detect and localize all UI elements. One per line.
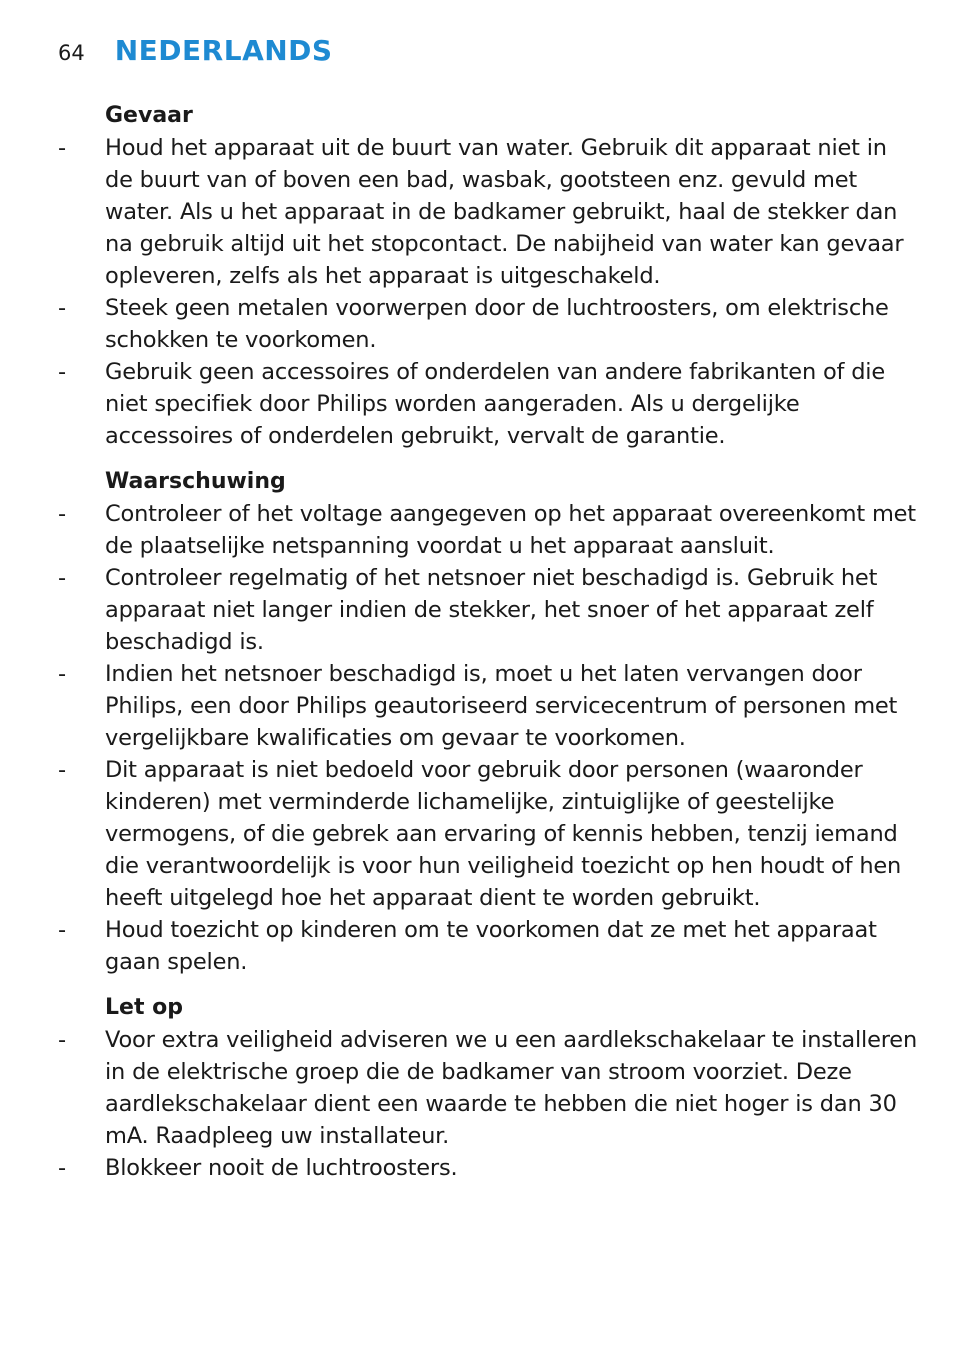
section-heading: Gevaar xyxy=(105,103,193,128)
warning-list xyxy=(58,132,918,452)
list-item xyxy=(58,356,918,452)
item-text: Houd toezicht op kinderen om te voorkomen dat ze met het apparaat gaan spelen. xyxy=(105,917,877,975)
warning-list xyxy=(58,1024,918,1184)
dash-bullet: - xyxy=(58,661,66,687)
dash-bullet: - xyxy=(58,295,66,321)
item-text: Blokkeer nooit de luchtroosters. xyxy=(105,1155,458,1181)
item-text: Voor extra veiligheid adviseren we u een aardlekschakelaar te installeren in de elektrische groep die de badkamer van stroom voorziet. Deze aardlekschakelaar dient een waarde te hebben die niet hoger is dan 30 mA. Raadpleeg uw installateur. xyxy=(105,1027,918,1149)
item-text: Steek geen metalen voorwerpen door de luchtroosters, om elektrische schokken te voorkomen. xyxy=(105,295,889,353)
list-item xyxy=(58,292,918,356)
warning-list xyxy=(58,498,918,978)
item-text: Gebruik geen accessoires of onderdelen van andere fabrikanten of die niet specifiek door Philips worden aangeraden. Als u dergelijke accessoires of onderdelen gebruikt, vervalt de garantie. xyxy=(105,359,885,449)
language-title: NEDERLANDS xyxy=(114,34,333,67)
page-header xyxy=(58,34,333,67)
section-waarschuwing xyxy=(58,466,918,978)
dash-bullet: - xyxy=(58,757,66,783)
dash-bullet: - xyxy=(58,565,66,591)
list-item xyxy=(58,658,918,754)
list-item xyxy=(58,914,918,978)
list-item xyxy=(58,498,918,562)
item-text: Houd het apparaat uit de buurt van water. Gebruik dit apparaat niet in de buurt van of boven een bad, wasbak, gootsteen enz. gevuld met water. Als u het apparaat in de badkamer gebruikt, haal de stekker dan na gebruik altijd uit het stopcontact. De nabijheid van water kan gevaar opleveren, zelfs als het apparaat is uitgeschakeld. xyxy=(105,135,904,289)
section-gevaar xyxy=(58,100,918,452)
list-item xyxy=(58,754,918,914)
section-let-op xyxy=(58,992,918,1184)
item-text: Controleer of het voltage aangegeven op het apparaat overeenkomt met de plaatselijke netspanning voordat u het apparaat aansluit. xyxy=(105,501,916,559)
section-heading: Let op xyxy=(105,995,183,1020)
dash-bullet: - xyxy=(58,135,66,161)
dash-bullet: - xyxy=(58,501,66,527)
list-item xyxy=(58,562,918,658)
section-heading: Waarschuwing xyxy=(105,469,286,494)
dash-bullet: - xyxy=(58,1027,66,1053)
item-text: Controleer regelmatig of het netsnoer niet beschadigd is. Gebruik het apparaat niet langer indien de stekker, het snoer of het apparaat zelf beschadigd is. xyxy=(105,565,878,655)
item-text: Indien het netsnoer beschadigd is, moet u het laten vervangen door Philips, een door Philips geautoriseerd servicecentrum of personen met vergelijkbare kwalificaties om gevaar te voorkomen. xyxy=(105,661,898,751)
list-item xyxy=(58,1152,918,1184)
page-content xyxy=(58,100,918,1198)
dash-bullet: - xyxy=(58,917,66,943)
dash-bullet: - xyxy=(58,359,66,385)
list-item xyxy=(58,1024,918,1152)
item-text: Dit apparaat is niet bedoeld voor gebruik door personen (waaronder kinderen) met verminderde lichamelijke, zintuiglijke of geestelijke vermogens, of die gebrek aan ervaring of kennis hebben, tenzij iemand die verantwoordelijk is voor hun veiligheid toezicht op hen houdt of hen heeft uitgelegd hoe het apparaat dient te worden gebruikt. xyxy=(105,757,902,911)
dash-bullet: - xyxy=(58,1155,66,1181)
list-item xyxy=(58,132,918,292)
page-number: 64 xyxy=(58,41,85,65)
